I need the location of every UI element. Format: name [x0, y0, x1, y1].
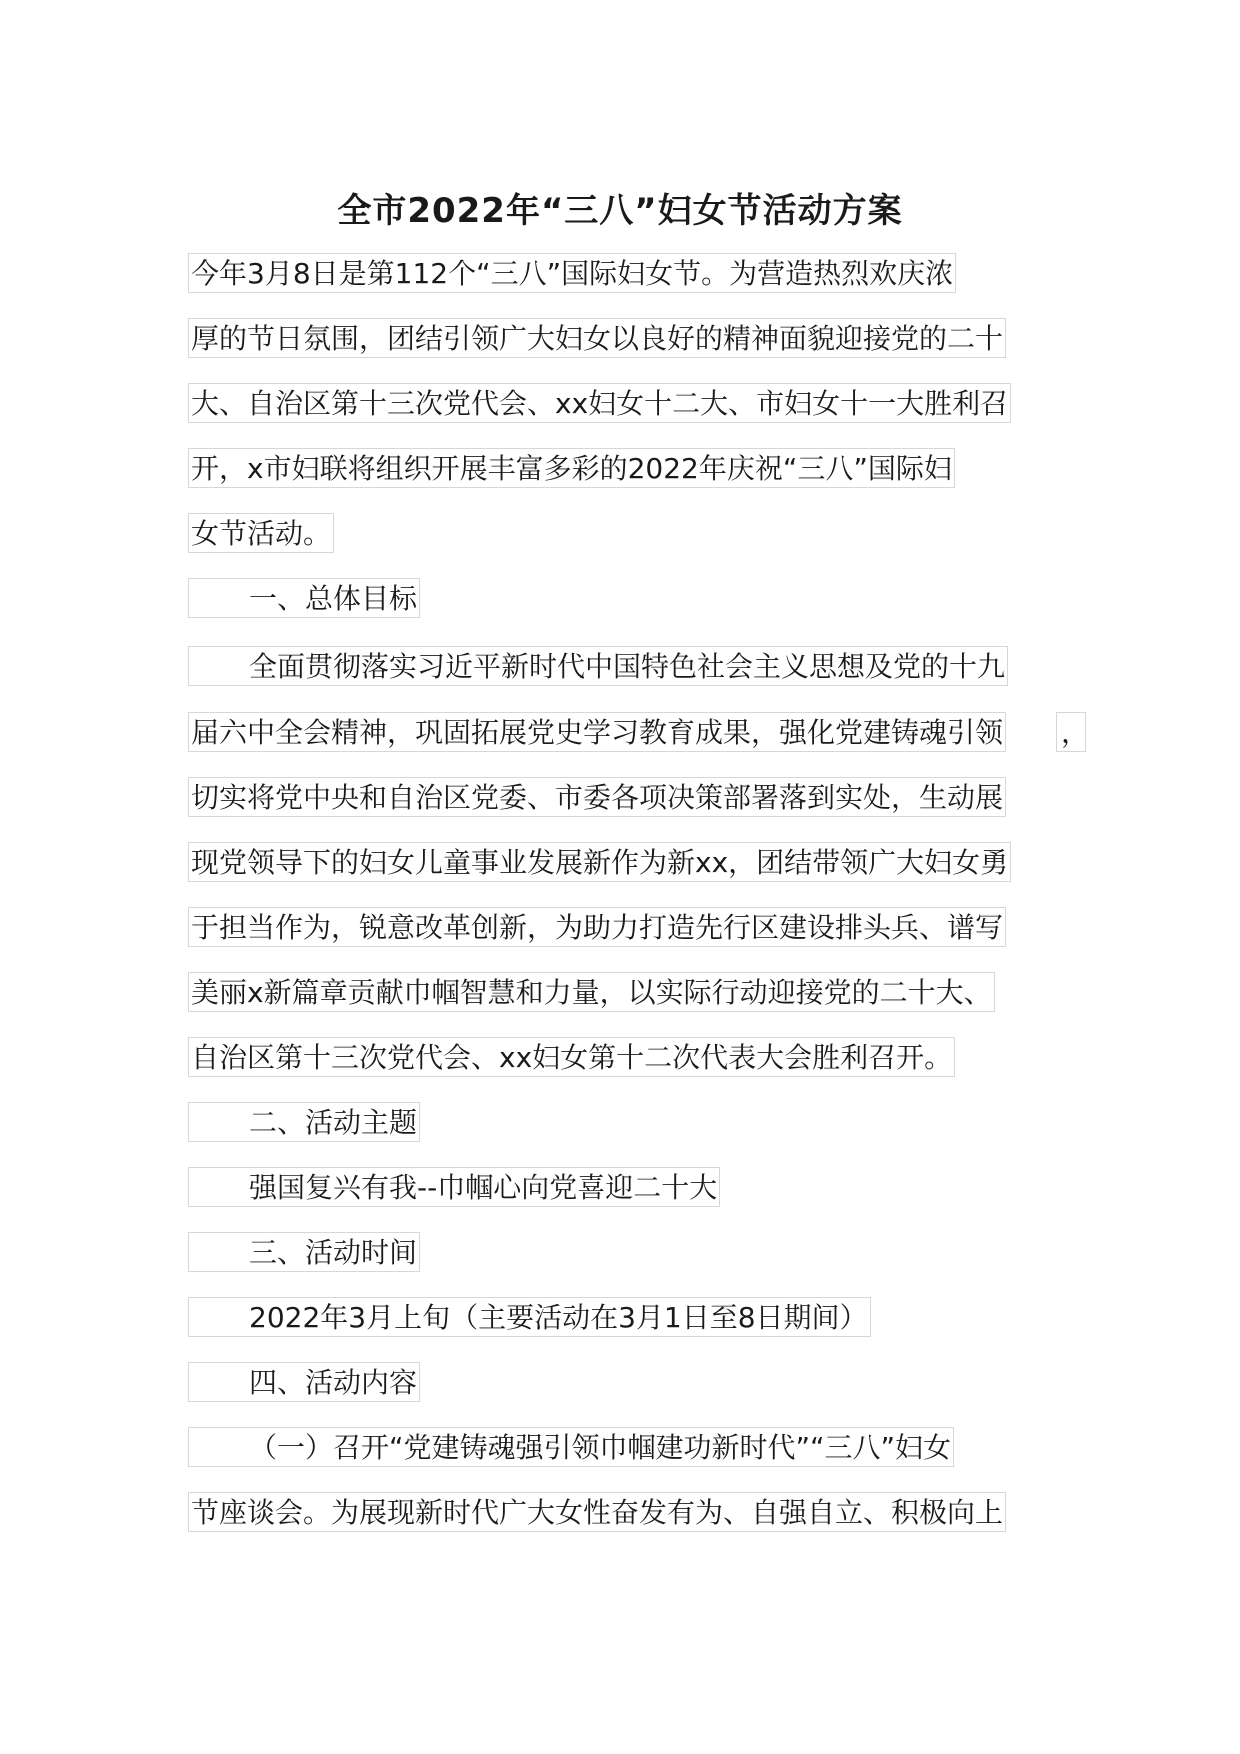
paragraph-line: 美丽x新篇章贡献巾帼智慧和力量，以实际行动迎接党的二十大、	[188, 972, 995, 1012]
section-heading-theme: 二、活动主题	[188, 1102, 420, 1142]
theme-text: 强国复兴有我--巾帼心向党喜迎二十大	[188, 1167, 720, 1207]
document-title: 全市2022年“三八”妇女节活动方案	[337, 191, 903, 231]
section-heading-time: 三、活动时间	[188, 1232, 420, 1272]
paragraph-line: 于担当作为，锐意改革创新，为助力打造先行区建设排头兵、谱写	[188, 907, 1006, 947]
paragraph-line: 开，x市妇联将组织开展丰富多彩的2022年庆祝“三八”国际妇	[188, 448, 955, 488]
paragraph-line: 厚的节日氛围，团结引领广大妇女以良好的精神面貌迎接党的二十	[188, 318, 1006, 358]
paragraph-line: 切实将党中央和自治区党委、市委各项决策部署落到实处，生动展	[188, 777, 1006, 817]
section-heading-overall-goal: 一、总体目标	[188, 578, 420, 618]
paragraph-line: 大、自治区第十三次党代会、xx妇女十二大、市妇女十一大胜利召	[188, 383, 1011, 423]
paragraph-line: （一）召开“党建铸魂强引领巾帼建功新时代”“三八”妇女	[188, 1427, 954, 1467]
time-text: 2022年3月上旬（主要活动在3月1日至8日期间）	[188, 1297, 871, 1337]
paragraph-line: 全面贯彻落实习近平新时代中国特色社会主义思想及党的十九	[188, 646, 1008, 686]
paragraph-line: 节座谈会。为展现新时代广大女性奋发有为、自强自立、积极向上	[188, 1492, 1006, 1532]
trailing-comma: ，	[1056, 712, 1086, 752]
paragraph-line: 女节活动。	[188, 513, 334, 553]
paragraph-line: 自治区第十三次党代会、xx妇女第十二次代表大会胜利召开。	[188, 1037, 955, 1077]
paragraph-line: 今年3月8日是第112个“三八”国际妇女节。为营造热烈欢庆浓	[188, 253, 956, 293]
section-heading-content: 四、活动内容	[188, 1362, 420, 1402]
paragraph-line: 现党领导下的妇女儿童事业发展新作为新xx，团结带领广大妇女勇	[188, 842, 1011, 882]
paragraph-line: 届六中全会精神，巩固拓展党史学习教育成果，强化党建铸魂引领	[188, 712, 1006, 752]
